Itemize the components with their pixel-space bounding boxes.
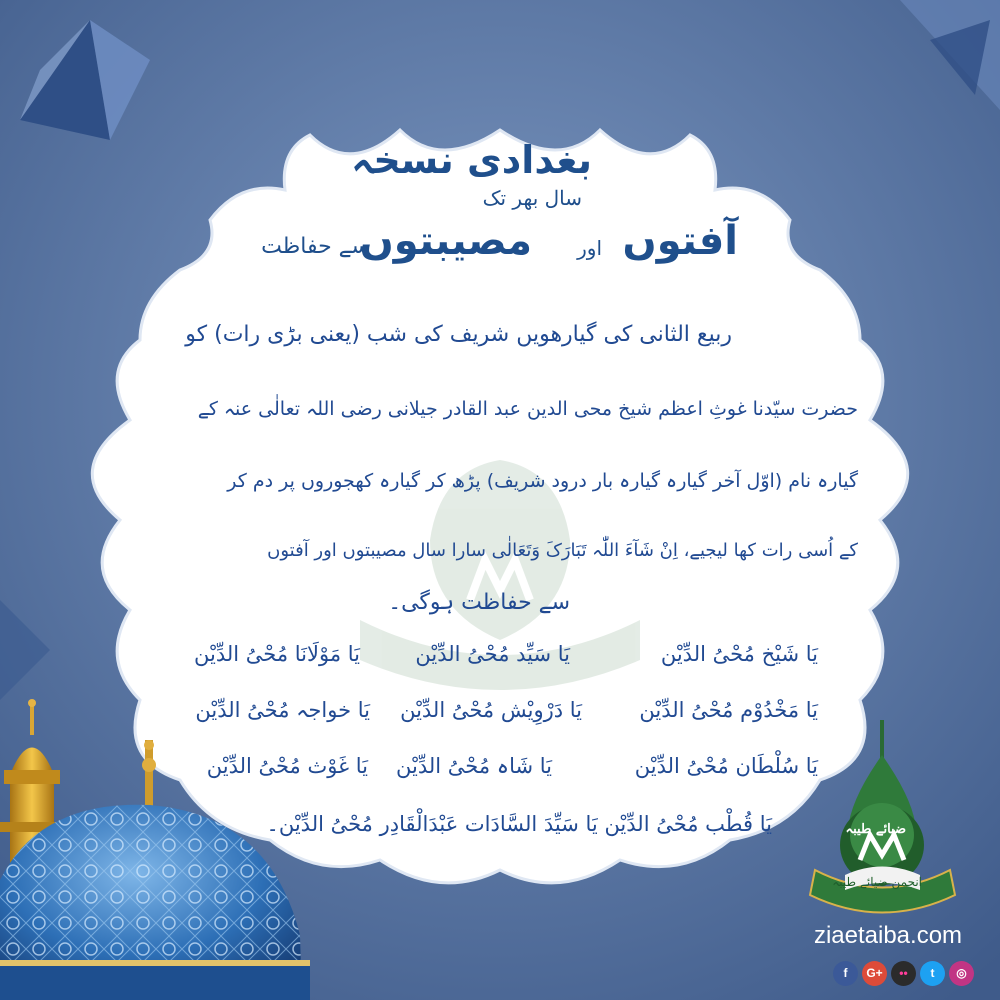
flickr-icon[interactable]: •• bbox=[891, 961, 916, 986]
name-row2-col3: یَا خواجہ مُحْیُ الدِّیْن bbox=[195, 698, 370, 722]
body-line-3: گیارہ نام (اوّل آخر گیارہ گیارہ بار درود شریف) پڑھ کر گیارہ کھجوروں پر دم کر bbox=[227, 470, 858, 492]
subtitle-year: سال بھر تک bbox=[482, 186, 582, 210]
name-row1-col2: یَا سَیِّد مُحْیُ الدِّیْن bbox=[415, 642, 570, 666]
name-row3-col3: یَا غَوْث مُحْیُ الدِّیْن bbox=[206, 754, 368, 778]
website-link[interactable]: ziaetaiba.com bbox=[813, 922, 963, 949]
facebook-icon[interactable]: f bbox=[833, 961, 858, 986]
body-line-2: حضرت سیّدنا غوثِ اعظم شیخ محی الدین عبد القادر جیلانی رضی اللہ تعالٰی عنہ کے bbox=[197, 398, 858, 420]
name-row3-col1: یَا سُلْطَان مُحْیُ الدِّیْن bbox=[634, 754, 818, 778]
google-plus-icon[interactable]: G+ bbox=[862, 961, 887, 986]
body-line-5: سے حفاظت ہوگی۔ bbox=[388, 590, 570, 615]
body-line-4: کے اُسی رات کھا لیجیے، اِنْ شَآءَ اللّٰہ تَبَارَکَ وَتَعَالٰی سارا سال مصیبتوں اور آفتوں bbox=[267, 540, 858, 561]
twitter-icon[interactable]: t bbox=[920, 961, 945, 986]
name-row2-col1: یَا مَخْدُوْم مُحْیُ الدِّیْن bbox=[639, 698, 818, 722]
heading-and: اور bbox=[577, 236, 602, 260]
name-row1-col3: یَا مَوْلَانَا مُحْیُ الدِّیْن bbox=[194, 642, 360, 666]
name-row1-col1: یَا شَیْخ مُحْیُ الدِّیْن bbox=[660, 642, 818, 666]
heading-tail: سے حفاظت bbox=[261, 234, 370, 259]
name-row3-col2: یَا شَاہ مُحْیُ الدِّیْن bbox=[396, 754, 552, 778]
body-line-1: ربیع الثانی کی گیارھویں شریف کی شب (یعنی بڑی رات) کو bbox=[185, 322, 732, 347]
instagram-icon[interactable]: ◎ bbox=[949, 961, 974, 986]
heading-word-calamities: آفتوں bbox=[622, 218, 738, 264]
name-row2-col2: یَا دَرْوِیْش مُحْیُ الدِّیْن bbox=[400, 698, 582, 722]
page-title: بغدادی نسخہ bbox=[351, 138, 592, 182]
name-final-line: یَا قُطْب مُحْیُ الدِّیْن یَا سَیِّدَ السَّادَات عَبْدَالْقَادِر مُحْیُ الدِّیْن۔ bbox=[266, 812, 772, 836]
logo-ribbon-text: انجمن ضیائے طیبہ bbox=[832, 875, 922, 889]
heading-word-troubles: مصیبتوں bbox=[359, 218, 532, 264]
logo-emblem-text: ضیائے طیبہ bbox=[845, 822, 906, 837]
